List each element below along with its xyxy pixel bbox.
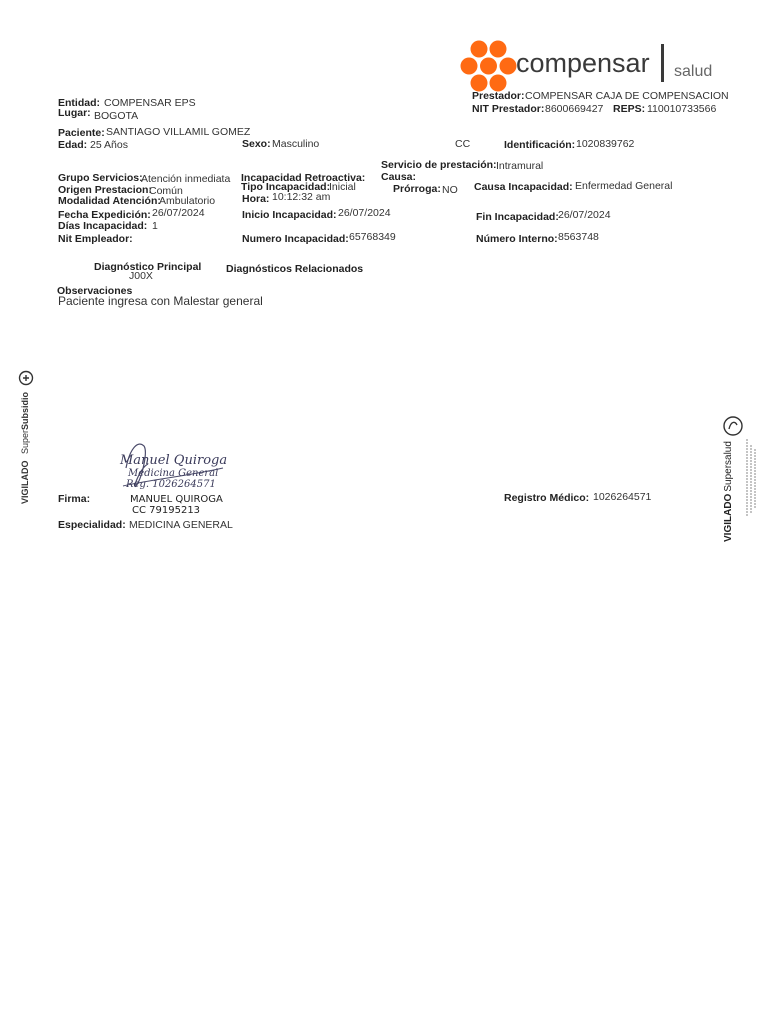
reps-label: REPS:: [613, 103, 646, 115]
modalidad-value: Ambulatorio: [159, 195, 216, 207]
causa-incapacidad-label: Causa Incapacidad:: [474, 181, 573, 193]
left-vigilado-text: VIGILADO: [20, 460, 30, 505]
interno-label: Número Interno:: [476, 233, 558, 245]
entidad-value: COMPENSAR EPS: [104, 97, 196, 109]
dias-label: Días Incapacidad:: [58, 220, 148, 232]
supersalud-fine-print-icon: [744, 439, 758, 519]
signature-reg-script: Reg. 1026264571: [126, 479, 216, 490]
nit-prestador-label: NIT Prestador:: [472, 103, 545, 115]
registro-medico-value: 1026264571: [593, 491, 652, 503]
diagnostico-principal-value: J00X: [129, 270, 153, 282]
firma-label: Firma:: [58, 493, 91, 505]
tipo-value: Inicial: [329, 181, 356, 193]
tipo-label: Tipo Incapacidad:: [241, 181, 331, 193]
prestador-value: COMPENSAR CAJA DE COMPENSACION: [525, 90, 729, 102]
hora-label: Hora:: [242, 193, 270, 205]
causa-label: Causa:: [381, 171, 417, 183]
vigilado-supersalud-seal: [720, 415, 760, 545]
modalidad-label: Modalidad Atención:: [58, 195, 161, 207]
retroactiva-label: Incapacidad Retroactiva:: [241, 172, 366, 184]
vigilado-supersubsidio-seal: [18, 370, 34, 505]
fin-label: Fin Incapacidad:: [476, 211, 559, 223]
lugar-value: BOGOTA: [94, 110, 139, 122]
supersalud-emblem-icon: [722, 415, 744, 437]
brand-name: compensar: [516, 48, 650, 78]
brand-divider: [661, 44, 664, 82]
supersubsidio-emblem-icon: [18, 370, 34, 386]
observaciones-label: Observaciones: [57, 285, 133, 297]
right-vigilado-text: VIGILADO: [723, 493, 734, 542]
identificacion-value: 1020839762: [576, 138, 635, 150]
logo-dots-icon: [460, 40, 518, 92]
dias-value: 1: [152, 220, 158, 232]
prestador-label: Prestador:: [472, 90, 525, 102]
doctor-name: MANUEL QUIROGA: [130, 494, 223, 505]
compensar-logo: [460, 40, 725, 92]
paciente-value: SANTIAGO VILLAMIL GOMEZ: [106, 126, 251, 138]
edad-value: 25 Años: [90, 139, 128, 151]
causa-incapacidad-value: Enfermedad General: [575, 180, 673, 192]
signature-name-script: Manuel Quiroga: [120, 453, 228, 468]
grupo-label: Grupo Servicios:: [58, 172, 143, 184]
expedicion-value: 26/07/2024: [152, 207, 205, 219]
fin-value: 26/07/2024: [558, 209, 611, 221]
numero-value: 65768349: [349, 231, 396, 243]
prorroga-label: Prórroga:: [393, 183, 441, 195]
paciente-label: Paciente:: [58, 127, 105, 139]
servicio-label: Servicio de prestación:: [381, 159, 497, 171]
inicio-value: 26/07/2024: [338, 207, 391, 219]
doctor-cc: CC 79195213: [132, 505, 201, 516]
prorroga-value: NO: [442, 184, 458, 196]
numero-label: Numero Incapacidad:: [242, 233, 349, 245]
origen-label: Origen Prestacion:: [58, 184, 152, 196]
left-subsidio-text: Subsidio: [20, 391, 30, 430]
expedicion-label: Fecha Expedición:: [58, 209, 151, 221]
nit-empleador-label: Nit Empleador:: [58, 233, 133, 245]
observaciones-value: Paciente ingresa con Malestar general: [58, 294, 263, 308]
reps-value: 110010733566: [647, 103, 717, 115]
doc-type: CC: [455, 138, 471, 150]
servicio-value: Intramural: [496, 160, 544, 172]
diagnostico-principal-label: Diagnóstico Principal: [94, 261, 202, 273]
brand-sub: salud: [674, 63, 713, 80]
registro-medico-label: Registro Médico:: [504, 492, 590, 504]
hora-value: 10:12:32 am: [272, 191, 331, 203]
entidad-label: Entidad:: [58, 97, 100, 109]
right-supersalud-text: Supersalud: [723, 441, 734, 492]
grupo-value: Atención inmediata: [141, 173, 231, 185]
inicio-label: Inicio Incapacidad:: [242, 209, 337, 221]
lugar-label: Lugar:: [58, 107, 91, 119]
interno-value: 8563748: [558, 231, 599, 243]
edad-label: Edad:: [58, 139, 88, 151]
identificacion-label: Identificación:: [504, 139, 576, 151]
signature-title-script: Medicina General: [128, 468, 219, 479]
especialidad-label: Especialidad:: [58, 519, 126, 531]
sexo-label: Sexo:: [242, 138, 271, 150]
especialidad-value: MEDICINA GENERAL: [129, 519, 233, 531]
nit-prestador-value: 8600669427: [545, 103, 604, 115]
origen-value: Común: [149, 185, 183, 197]
sexo-value: Masculino: [272, 138, 320, 150]
left-super-text: Super: [20, 429, 30, 454]
diagnosticos-relacionados-label: Diagnósticos Relacionados: [226, 263, 364, 275]
handwritten-signature: [118, 438, 230, 494]
